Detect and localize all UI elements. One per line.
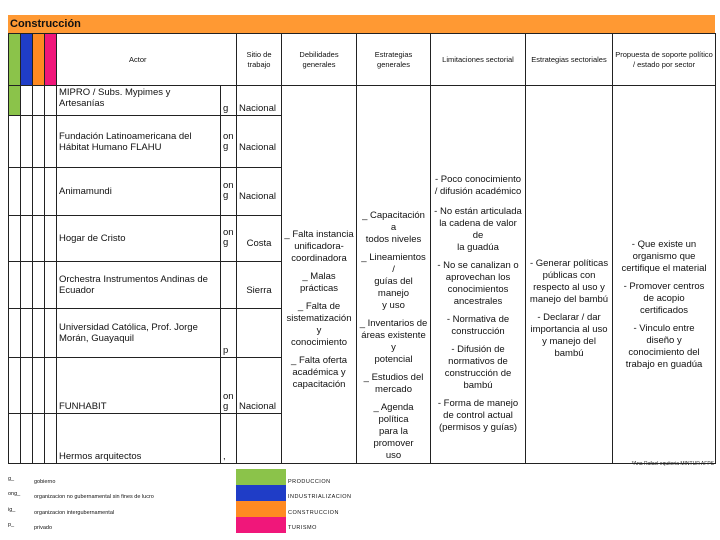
sitio-cell bbox=[221, 215, 237, 262]
sitio-cell bbox=[221, 308, 237, 357]
header-row bbox=[9, 34, 716, 86]
actor-name: FUNHABIT bbox=[59, 401, 107, 413]
legend-swatch-construccion bbox=[236, 501, 286, 517]
actors-table bbox=[8, 33, 716, 464]
text-line: unificadora- bbox=[294, 241, 344, 252]
row-marker bbox=[45, 86, 57, 116]
actor-name: Orchestra Instrumentos Andinas de bbox=[59, 274, 208, 286]
legend-name: INDUSTRIALIZACION bbox=[288, 494, 352, 500]
text-line: certifique el material bbox=[621, 263, 707, 274]
row-marker bbox=[21, 215, 33, 262]
legend-description: gobierno bbox=[34, 479, 56, 485]
text-line: certificados bbox=[639, 305, 689, 316]
text-line: - Difusión de bbox=[451, 344, 505, 355]
row-marker bbox=[21, 168, 33, 216]
row-marker bbox=[45, 262, 57, 309]
actor-cell bbox=[57, 86, 221, 116]
sitio-cell bbox=[221, 168, 237, 216]
legend-swatch-produccion bbox=[236, 469, 286, 485]
text-line: construcción de bbox=[444, 368, 512, 379]
text-line: - Vinculo entre bbox=[633, 323, 695, 334]
page-title: Construcción bbox=[8, 15, 715, 33]
text-line: (permisos y guías) bbox=[438, 422, 518, 433]
text-line: y uso bbox=[382, 300, 405, 311]
actor-name: Morán, Guayaquil bbox=[59, 332, 134, 344]
actor-name: Universidad Católica, Prof. Jorge bbox=[59, 321, 198, 333]
header-limitaciones: Limitaciones sectorial bbox=[431, 34, 526, 86]
text-line: bambú bbox=[554, 348, 584, 359]
text-line: la guadúa bbox=[457, 242, 499, 253]
ambito-cell: Sierra bbox=[237, 262, 282, 309]
text-line: coordinadora bbox=[291, 253, 347, 264]
text-line: todos niveles bbox=[365, 234, 422, 245]
legend-name: CONSTRUCCION bbox=[288, 510, 339, 516]
legend-swatch-turismo bbox=[236, 517, 286, 533]
row-marker bbox=[45, 168, 57, 216]
actor-name: Fundación Latinoamericana del bbox=[59, 130, 192, 142]
actor-name: Animamundi bbox=[59, 185, 112, 197]
text-line: la cadena de valor de bbox=[439, 218, 517, 241]
sitio-code: p bbox=[223, 344, 229, 356]
row-marker bbox=[33, 116, 45, 168]
text-line: sistematización y bbox=[286, 313, 352, 336]
sitio-code: on bbox=[223, 180, 234, 192]
actor-name: MIPRO / Subs. Mypimes y bbox=[59, 87, 171, 98]
text-line: normativos de bbox=[448, 356, 508, 367]
row-marker bbox=[21, 414, 33, 464]
legend-description: organizacion intergubernamental bbox=[34, 510, 115, 516]
text-line: prácticas bbox=[300, 283, 339, 294]
row-marker bbox=[9, 357, 21, 414]
legend-name: TURISMO bbox=[288, 525, 317, 531]
header-sitio: Sitio de trabajo bbox=[237, 34, 282, 86]
actor-name: Hogar de Cristo bbox=[59, 232, 126, 244]
row-marker bbox=[21, 86, 33, 116]
row-marker bbox=[33, 86, 45, 116]
text-line: públicas con bbox=[542, 270, 596, 281]
text-line: - Que existe un bbox=[631, 239, 697, 250]
debilidades-cell bbox=[282, 86, 357, 464]
text-line: de acopio bbox=[643, 293, 685, 304]
text-line: _ Capacitación a bbox=[362, 210, 425, 233]
sitio-cell bbox=[221, 414, 237, 464]
row-marker bbox=[45, 308, 57, 357]
text-line: conocimientos bbox=[447, 284, 509, 295]
text-line: construcción bbox=[451, 326, 505, 337]
row-marker bbox=[45, 357, 57, 414]
text-line: diseño y bbox=[646, 335, 682, 346]
text-line: potencial bbox=[374, 354, 413, 365]
swatch-produccion bbox=[9, 34, 21, 86]
text-line: áreas existente y bbox=[361, 330, 426, 353]
text-line: - No se canalizan o bbox=[437, 260, 519, 271]
sitio-code: on bbox=[223, 130, 234, 142]
row-marker bbox=[9, 215, 21, 262]
estrategias-cell bbox=[357, 86, 431, 464]
swatch-construccion bbox=[33, 34, 45, 86]
actor-cell bbox=[57, 262, 221, 309]
ambito-cell: Nacional bbox=[237, 168, 282, 216]
actor-name: Artesanías bbox=[59, 98, 105, 109]
row-marker bbox=[9, 262, 21, 309]
text-line: _ Inventarios de bbox=[359, 318, 428, 329]
row-marker bbox=[9, 414, 21, 464]
row-marker bbox=[33, 168, 45, 216]
ambito-cell: Costa bbox=[237, 215, 282, 262]
text-line: y manejo del bbox=[542, 336, 596, 347]
text-line: _ Malas bbox=[302, 271, 336, 282]
legend-description: privado bbox=[34, 525, 53, 531]
text-line: _ Falta instancia bbox=[284, 229, 354, 240]
text-line: - Promover centros bbox=[623, 281, 705, 292]
text-line: bambú bbox=[463, 380, 493, 391]
header-estrategias: Estrategias generales bbox=[357, 34, 431, 86]
row-marker bbox=[21, 116, 33, 168]
text-line: ancestrales bbox=[453, 296, 503, 307]
sitio-cell bbox=[221, 357, 237, 414]
legend-key: ong_ bbox=[8, 491, 21, 497]
text-line: manejo del bambú bbox=[529, 294, 609, 305]
actor-cell bbox=[57, 357, 221, 414]
text-line: uso bbox=[385, 450, 402, 461]
text-line bbox=[433, 198, 523, 206]
legend-description: organizacion no gubernamental sin fines de lucro bbox=[34, 494, 154, 500]
row-marker bbox=[33, 357, 45, 414]
text-line: - Declarar / dar bbox=[537, 312, 601, 323]
text-line: importancia al uso bbox=[530, 324, 608, 335]
row-marker bbox=[9, 116, 21, 168]
row-marker bbox=[9, 308, 21, 357]
text-line: _ Lineamientos / bbox=[361, 252, 426, 275]
row-marker bbox=[21, 262, 33, 309]
text-line: - Normativa de bbox=[446, 314, 510, 325]
text-line: conocimiento del bbox=[628, 347, 700, 358]
sitio-code: g bbox=[223, 190, 229, 202]
text-line: capacitación bbox=[292, 379, 346, 390]
propuesta-cell bbox=[613, 86, 716, 464]
header-estrategias-sectoriales: Estrategias sectoriales bbox=[526, 34, 613, 86]
footnote: *Ana Rafael equiteria MINTUR AFPS bbox=[631, 461, 714, 467]
legend-key: g_ bbox=[8, 476, 15, 482]
row-marker bbox=[21, 357, 33, 414]
row-marker bbox=[33, 262, 45, 309]
text-line: de control actual bbox=[443, 410, 513, 421]
header-propuesta: Propuesta de soporte político / estado por sector bbox=[613, 34, 716, 86]
text-line: mercado bbox=[375, 384, 412, 395]
row-marker bbox=[33, 215, 45, 262]
sitio-code: on bbox=[223, 391, 234, 403]
legend-swatch-industrializacion bbox=[236, 485, 286, 501]
text-line: - Poco conocimiento bbox=[434, 174, 522, 185]
limitaciones-cell bbox=[431, 86, 526, 464]
actor-name: Hábitat Humano FLAHU bbox=[59, 141, 162, 153]
text-line: / difusión académico bbox=[434, 186, 522, 197]
sitio-cell bbox=[221, 262, 237, 309]
legend-key: ig_ bbox=[8, 507, 16, 513]
ambito-cell: Nacional bbox=[237, 86, 282, 116]
legend-name: PRODUCCION bbox=[288, 479, 331, 485]
text-line: _ Agenda política bbox=[373, 402, 414, 425]
row-marker bbox=[45, 116, 57, 168]
text-line: - No están articulada bbox=[434, 206, 522, 217]
header-debilidades: Debilidades generales bbox=[282, 34, 357, 86]
row-marker bbox=[45, 414, 57, 464]
text-line: guías del manejo bbox=[374, 276, 413, 299]
actor-name: Hermos arquitectos bbox=[59, 451, 142, 462]
text-line: aprovechan los bbox=[445, 272, 511, 283]
text-line: académica y bbox=[292, 367, 346, 378]
text-line: _ Falta de bbox=[297, 301, 341, 312]
sitio-code: g bbox=[223, 103, 229, 115]
row-marker bbox=[33, 414, 45, 464]
estrategias-sectoriales-cell bbox=[526, 86, 613, 464]
text-line: conocimiento bbox=[291, 337, 347, 348]
actor-cell bbox=[57, 308, 221, 357]
text-line: _ Estudios del bbox=[363, 372, 424, 383]
ambito-cell: Nacional bbox=[237, 116, 282, 168]
row-marker bbox=[9, 168, 21, 216]
sitio-code: g bbox=[223, 140, 229, 152]
header-actor: Actor bbox=[57, 34, 237, 86]
swatch-turismo bbox=[45, 34, 57, 86]
sitio-cell bbox=[221, 86, 237, 116]
sitio-code: on bbox=[223, 227, 234, 239]
actor-cell bbox=[57, 414, 221, 464]
text-line: respecto al uso y bbox=[533, 282, 605, 293]
sitio-cell bbox=[221, 116, 237, 168]
sitio-code: , bbox=[223, 451, 226, 462]
actor-cell bbox=[57, 168, 221, 216]
text-line: - Forma de manejo bbox=[437, 398, 519, 409]
table-row bbox=[9, 86, 716, 116]
text-line: para la promover bbox=[373, 426, 414, 449]
text-line: - Generar políticas bbox=[529, 258, 609, 269]
legend-key: p_ bbox=[8, 522, 15, 528]
ambito-cell bbox=[237, 308, 282, 357]
row-marker bbox=[9, 86, 21, 116]
actor-cell bbox=[57, 116, 221, 168]
ambito-cell: Nacional bbox=[237, 357, 282, 414]
text-line: trabajo en guadúa bbox=[625, 359, 703, 370]
sitio-code: g bbox=[223, 237, 229, 249]
actor-cell bbox=[57, 215, 221, 262]
row-marker bbox=[33, 308, 45, 357]
sitio-code: g bbox=[223, 401, 229, 413]
ambito-cell bbox=[237, 414, 282, 464]
row-marker bbox=[21, 308, 33, 357]
text-line: organismo que bbox=[632, 251, 696, 262]
row-marker bbox=[45, 215, 57, 262]
swatch-industrializacion bbox=[21, 34, 33, 86]
text-line: _ Falta oferta bbox=[291, 355, 347, 366]
actor-name: Ecuador bbox=[59, 285, 95, 297]
